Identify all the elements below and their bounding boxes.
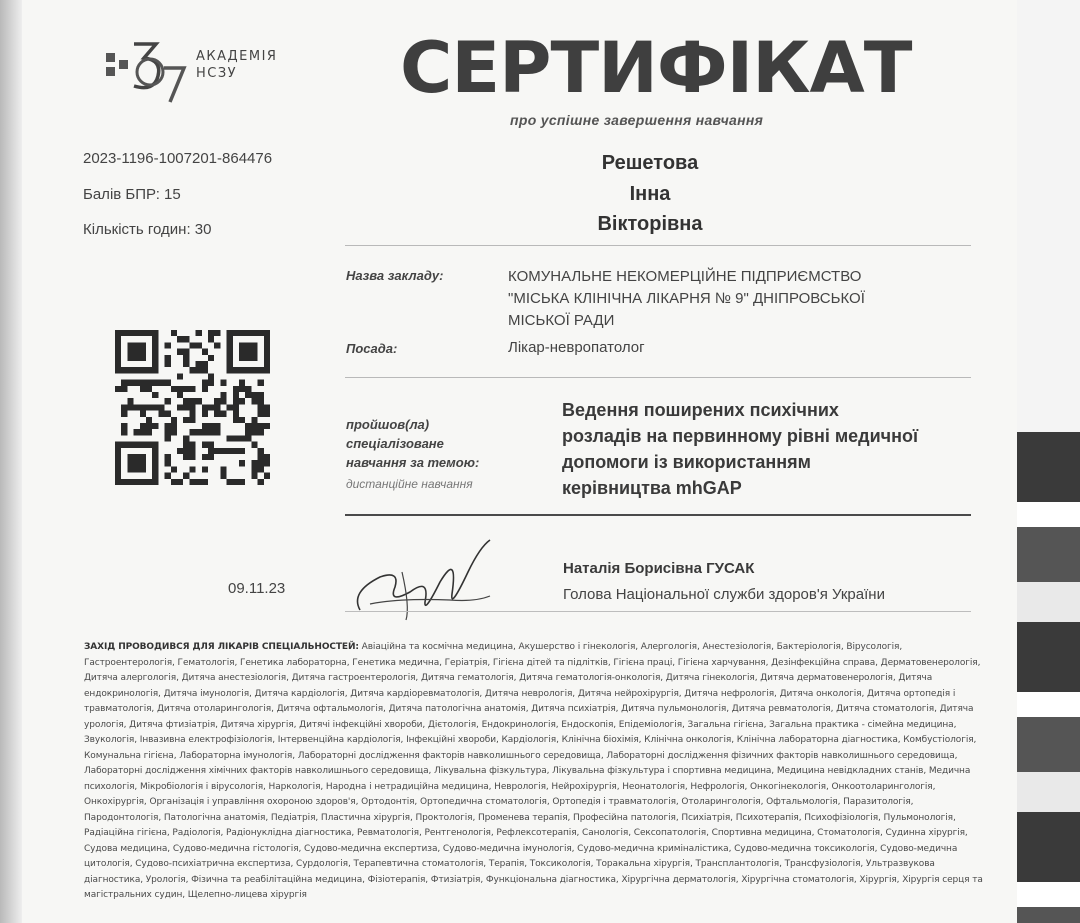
divider	[345, 245, 971, 246]
signer-name: Наталія Борисівна ГУСАК	[563, 560, 755, 577]
topic-label-line-3: навчання за темою:	[346, 455, 480, 470]
topic-line-4: керівництва mhGAP	[562, 478, 742, 498]
topic-label-line-2: спеціалізоване	[346, 436, 444, 451]
nszu-academy-logo	[104, 36, 294, 106]
topic-divider	[345, 514, 971, 516]
topic-label	[346, 415, 479, 472]
background-right-stripes	[1017, 432, 1080, 923]
institution-line-2: "МІСЬКА КЛІНІЧНА ЛІКАРНЯ № 9" ДНІПРОВСЬКОЇ	[508, 290, 865, 307]
recipient-last-name: Решетова	[601, 152, 699, 174]
topic-line-3: допомоги із використанням	[562, 452, 811, 472]
nszu-logo-mark-icon	[104, 36, 194, 106]
institution-label: Назва закладу:	[346, 268, 444, 283]
institution-line-1: КОМУНАЛЬНЕ НЕКОМЕРЦІЙНЕ ПІДПРИЄМСТВО	[508, 268, 862, 285]
training-topic	[562, 397, 1002, 501]
position-label: Посада:	[346, 341, 398, 356]
certificate-id: 2023-1196-1007201-864476	[83, 150, 273, 167]
recipient-first-name: Інна	[629, 183, 671, 205]
hours-count: Кількість годин: 30	[83, 221, 212, 238]
signer-role: Голова Національної служби здоров'я України	[563, 586, 885, 603]
logo-text	[196, 48, 277, 82]
topic-label-line-1: пройшов(ла)	[346, 417, 430, 432]
recipient-middle-name: Вікторівна	[597, 213, 703, 235]
logo-line-1: АКАДЕМІЯ	[196, 49, 278, 64]
logo-line-2: НСЗУ	[196, 66, 238, 81]
specialties-text: Авіаційна та космічна медицина, Акушерство і гінекологія, Алергологія, Анестезіологія, Бактеріологія, Вірусологія, Гастроентерологія, Гематологія, Генетика лабораторна, Генетика медична, Геріатрія, Гігієна дітей та підлітків, Гігієна праці, Гігієна харчування, Дезінфекційна справа, Дерматовенерологія, Дитяча алергологія, Дитяча анестезіологія, Дитяча гастроентерологія, Дитяча гематологія, Дитяча гематологія-онкологія, Дитяча гінекологія, Дитяча дерматовенерологія, Дитяча ендокринологія, Дитяча імунологія, Дитяча кардіологія, Дитяча кардіоревматологія, Дитяча неврологія, Дитяча нейрохірургія, Дитяча нефрологія, Дитяча онкологія, Дитяча ортопедія і травматологія, Дитяча отоларингологія, Дитяча офтальмологія, Дитяча патологічна анатомія, Дитяча психіатрія, Дитяча пульмонологія, Дитяча ревматологія, Дитяча стоматологія, Дитяча урологія, Дитяча фтизіатрія, Дитяча хірургія, Дитячі інфекційні хвороби, Дієтологія, Ендокринологія, Ендоскопія, Епідеміологія, Загальна гігієна, Загальна практика - сімейна медицина, Звукологія, Інвазивна електрофізіологія, Інтервенційна кардіологія, Інфекційні хвороби, Кардіологія, Клінічна біохімія, Клінічна онкологія, Клінічна лабораторна діагностика, Комбустіологія, Комунальна гігієна, Лабораторна імунологія, Лабораторні дослідження факторів навколишнього середовища, Лабораторні дослідження фізичних факторів навколишнього середовища, Лабораторні дослідження хімічних факторів навколишнього середовища, Лікувальна фізкультура, Лікувальна фізкультура і спортивна медицина, Медицина невідкладних станів, Медична психологія, Мікробіологія і вірусологія, Наркологія, Народна і нетрадиційна медицина, Неврологія, Нейрохірургія, Неонатологія, Нефрологія, Онкогінекологія, Онкоотоларингологія, Онкохірургія, Організація і управління охороною здоров'я, Ортодонтія, Ортопедична стоматологія, Ортопедія і травматологія, Отоларингологія, Офтальмологія, Паразитологія, Пародонтологія, Патологічна анатомія, Педіатрія, Пластична хірургія, Проктологія, Променева терапія, Професійна патологія, Психіатрія, Психотерапія, Психофізіологія, Пульмонологія, Радіаційна гігієна, Радіологія, Радіонуклідна діагностика, Ревматологія, Рентгенологія, Рефлексотерапія, Санологія, Сексопатологія, Спортивна медицина, Стоматологія, Судинна хірургія, Судова медицина, Судово-медична гістологія, Судово-медична експертиза, Судово-медична імунологія, Судово-медична криміналістика, Судово-медична токсикологія, Судово-медична цитологія, Судово-психіатрична експертиза, Сурдологія, Терапевтична стоматологія, Терапія, Токсикологія, Торакальна хірургія, Трансплантологія, Трансфузіологія, Ультразвукова діагностика, Урологія, Фізична та реабілітаційна медицина, Фізіотерапія, Фтизіатрія, Функціональна діагностика, Хірургічна дерматологія, Хірургічна стоматологія, Хірургія, Хірургія серця та магістральних судин, Щелепно-лицева хірургія	[84, 642, 983, 900]
topic-line-1: Ведення поширених психічних	[562, 400, 839, 420]
training-mode: дистанційне навчання	[346, 477, 473, 491]
specialties-heading: ЗАХІД ПРОВОДИВСЯ ДЛЯ ЛІКАРІВ СПЕЦІАЛЬНОСТЕЙ:	[84, 642, 359, 652]
issue-date: 09.11.23	[228, 580, 286, 597]
divider	[345, 377, 971, 378]
certificate-title: СЕРТИФІКАТ	[400, 27, 912, 109]
institution-name	[508, 266, 865, 332]
certificate-subtitle: про успішне завершення навчання	[510, 112, 764, 128]
position-value: Лікар-невропатолог	[508, 339, 645, 356]
bpr-score: Балів БПР: 15	[83, 186, 181, 203]
background-right-top	[1017, 0, 1080, 432]
signature-icon	[340, 532, 500, 627]
paper-left-shadow	[0, 0, 22, 923]
institution-line-3: МІСЬКОЇ РАДИ	[508, 312, 615, 329]
signature-divider	[345, 611, 971, 612]
topic-line-2: розладів на первинному рівні медичної	[562, 426, 919, 446]
specialties-list	[84, 640, 984, 904]
qr-code-icon	[115, 330, 270, 485]
